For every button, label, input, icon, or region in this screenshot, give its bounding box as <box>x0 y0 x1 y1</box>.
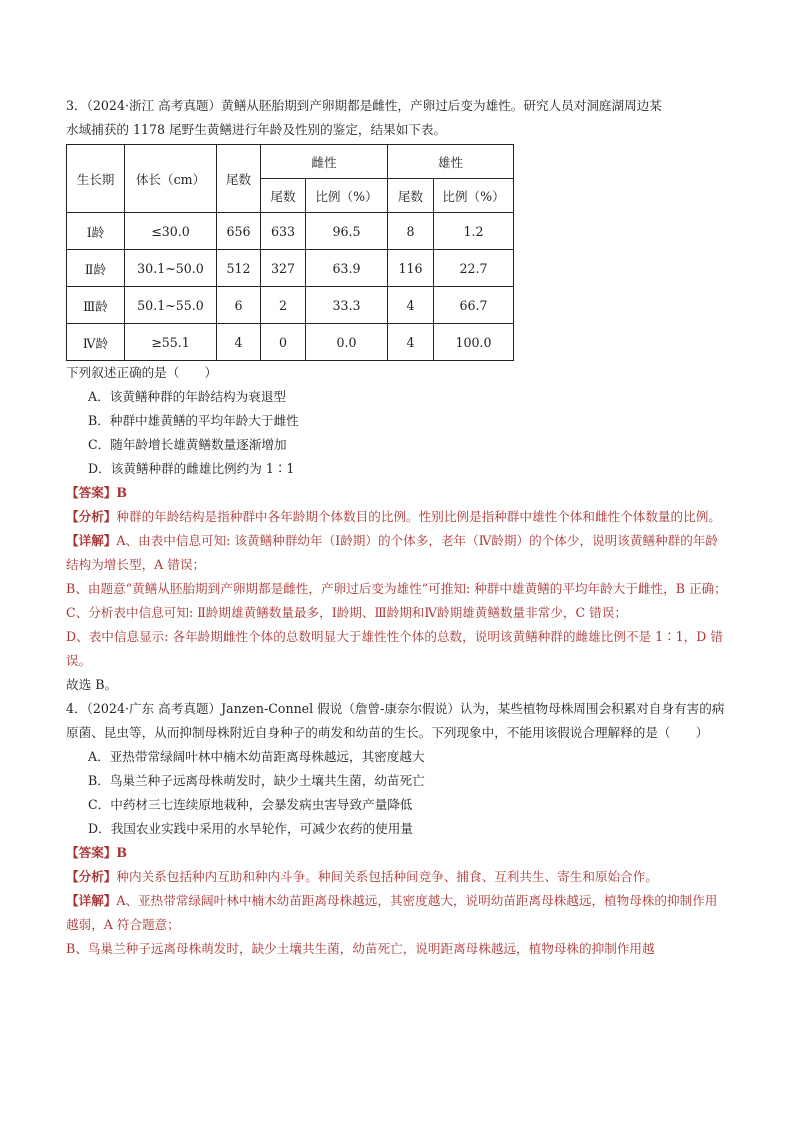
q3-detail-d: D、表中信息显示: 各年龄期雌性个体的总数明显大于雄性性个体的总数，说明该黄鳝种群的雌雄比例不是 1∶1，D 错误。 <box>66 629 723 668</box>
table-cell: 66.7 <box>434 287 514 324</box>
q4-option-d: D．我国农业实践中采用的水旱轮作，可减少农药的使用量 <box>88 821 413 836</box>
q3-data-table <box>66 144 514 361</box>
q4-detail-tag: 【详解】 <box>66 893 117 908</box>
table-cell: Ⅲ龄 <box>67 287 125 324</box>
table-cell: 96.5 <box>306 213 388 250</box>
q3-conclusion: 故选 B。 <box>66 677 118 692</box>
header-male-ratio: 比例（%） <box>434 179 514 213</box>
q3-option-d: D．该黄鳝种群的雌雄比例约为 1∶1 <box>88 461 295 476</box>
q3-option-a: A．该黄鳝种群的年龄结构为衰退型 <box>88 389 287 404</box>
table-cell: 30.1~50.0 <box>125 250 217 287</box>
table-row <box>67 287 514 324</box>
q3-stem-line2: 水域捕获的 1178 尾野生黄鳝进行年龄及性别的鉴定，结果如下表。 <box>66 122 447 137</box>
q3-detail-b: B、由题意“黄鳝从胚胎期到产卵期都是雌性，产卵过后变为雄性”可推知: 种群中雄黄鳝的平均年龄大于雌性，B 正确； <box>66 581 727 596</box>
table-cell: 4 <box>388 324 434 361</box>
table-cell: Ⅳ龄 <box>67 324 125 361</box>
q4-stem: 4．（2024·广东 高考真题）Janzen-Connel 假说（詹曾-康奈尔假说）认为，某些植物母株周围会积累对自身有害的病原菌、昆虫等，从而抑制母株附近自身种子的萌发和幼苗的生长。下列现象中，不能用该假说合理解释的是（ ） <box>66 701 725 740</box>
table-cell: 63.9 <box>306 250 388 287</box>
q4-analysis <box>66 865 728 889</box>
q3-answer: 【答案】B <box>66 485 128 500</box>
q4-analysis-text: 种内关系包括种内互助和种内斗争。种间关系包括种间竞争、捕食、互利共生、寄生和原始合作。 <box>116 869 658 884</box>
table-cell: 33.3 <box>306 287 388 324</box>
table-cell: ≤30.0 <box>125 213 217 250</box>
q3-detail-a-text: A、由表中信息可知: 该黄鳝种群幼年（Ⅰ龄期）的个体多，老年（Ⅳ龄期）的个体少，说明该黄鳝种群的年龄结构为增长型，A 错误； <box>66 533 718 572</box>
q3-detail-c: C、分析表中信息可知: Ⅱ龄期雄黄鳝数量最多，Ⅰ龄期、Ⅲ龄期和Ⅳ龄期雄黄鳝数量非常少，C 错误； <box>66 605 627 620</box>
header-female-count: 尾数 <box>261 179 306 213</box>
q4-option-a: A．亚热带常绿阔叶林中楠木幼苗距离母株越远，其密度越大 <box>88 749 425 764</box>
header-male-count: 尾数 <box>388 179 434 213</box>
table-cell: 512 <box>217 250 261 287</box>
table-cell: 22.7 <box>434 250 514 287</box>
header-stage: 生长期 <box>67 145 125 213</box>
table-cell: 6 <box>217 287 261 324</box>
q4-detail-a-text: A、亚热带常绿阔叶林中楠木幼苗距离母株越远，其密度越大，说明幼苗距离母株越远，植物母株的抑制作用越弱，A 符合题意； <box>66 893 718 932</box>
table-row <box>67 250 514 287</box>
q3-detail-tag: 【详解】 <box>66 533 117 548</box>
table-cell: 116 <box>388 250 434 287</box>
q4-detail-b: B、鸟巢兰种子远离母株萌发时，缺少土壤共生菌，幼苗死亡，说明距离母株越远，植物母株的抑制作用越 <box>66 941 655 956</box>
q4-option-b: B．鸟巢兰种子远离母株萌发时，缺少土壤共生菌，幼苗死亡 <box>88 773 425 788</box>
q3-option-b: B．种群中雄黄鳝的平均年龄大于雌性 <box>88 413 299 428</box>
table-cell: 656 <box>217 213 261 250</box>
header-length: 体长（cm） <box>125 145 217 213</box>
q4-analysis-tag: 【分析】 <box>66 869 117 884</box>
table-cell: 0.0 <box>306 324 388 361</box>
header-female: 雌性 <box>261 145 388 179</box>
table-cell: Ⅱ龄 <box>67 250 125 287</box>
q3-analysis <box>66 505 728 529</box>
q3-analysis-text: 种群的年龄结构是指种群中各年龄期个体数目的比例。性别比例是指种群中雄性个体和雌性个体数量的比例。 <box>116 509 721 524</box>
table-cell: 100.0 <box>434 324 514 361</box>
table-cell: ≥55.1 <box>125 324 217 361</box>
table-cell: 0 <box>261 324 306 361</box>
table-row <box>67 324 514 361</box>
q3-analysis-tag: 【分析】 <box>66 509 117 524</box>
header-count: 尾数 <box>217 145 261 213</box>
table-cell: 1.2 <box>434 213 514 250</box>
table-cell: 2 <box>261 287 306 324</box>
header-female-ratio: 比例（%） <box>306 179 388 213</box>
q4-answer: 【答案】B <box>66 845 128 860</box>
table-cell: Ⅰ龄 <box>67 213 125 250</box>
table-cell: 633 <box>261 213 306 250</box>
table-cell: 4 <box>217 324 261 361</box>
header-male: 雄性 <box>388 145 514 179</box>
q3-option-c: C．随年龄增长雄黄鳝数量逐渐增加 <box>88 437 287 452</box>
q4-option-c: C．中药材三七连续原地栽种，会暴发病虫害导致产量降低 <box>88 797 413 812</box>
table-cell: 8 <box>388 213 434 250</box>
table-cell: 50.1~55.0 <box>125 287 217 324</box>
q3-stem-line1: 3．（2024·浙江 高考真题）黄鳝从胚胎期到产卵期都是雌性，产卵过后变为雄性。研究人员对洞庭湖周边某 <box>66 98 662 113</box>
document-page <box>66 94 728 961</box>
q4-detail-a <box>66 889 728 937</box>
table-cell: 327 <box>261 250 306 287</box>
q3-question: 下列叙述正确的是（ ） <box>66 365 218 380</box>
table-cell: 4 <box>388 287 434 324</box>
table-row <box>67 213 514 250</box>
q3-detail-a <box>66 529 728 577</box>
